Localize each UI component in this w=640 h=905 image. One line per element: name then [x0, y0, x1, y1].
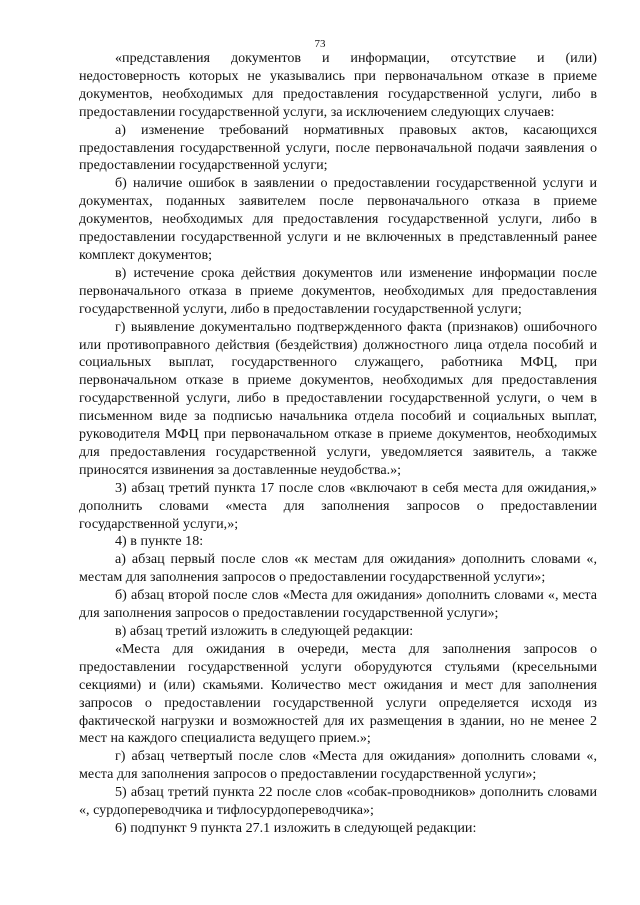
paragraph-case-a: а) изменение требований нормативных правовых актов, касающихся предоставления государственной услуги, после первоначальной подачи заявления о предоставлении государственной услуги; [79, 121, 597, 174]
paragraph-case-v: в) истечение срока действия документов или изменение информации после первоначального отказа в приеме документов, необходимых для предоставления государственной услуги, либо в предоставлении государственной услуги; [79, 264, 597, 317]
paragraph-item-4g: г) абзац четвертый после слов «Места для ожидания» дополнить словами «, места для заполнения запросов о предоставлении государственной услуги»; [79, 748, 597, 783]
paragraph-case-g: г) выявление документально подтвержденного факта (признаков) ошибочного или противоправного действия (бездействия) должностного лица отдела пособий и социальных выплат, государственного служащего, работника МФЦ, при первоначальном отказе в приеме документов, необходимых для предоставления государственной услуги, либо в предоставлении государственной услуги, о чем в письменном виде за подписью начальника отдела пособий и социальных выплат, руководителя МФЦ при первоначальном отказе в приеме документов, необходимых для предоставления государственной услуги, уведомляется заявитель, а также приносятся извинения за доставленные неудобства.»; [79, 318, 597, 478]
paragraph-item-4v: в) абзац третий изложить в следующей редакции: [115, 623, 414, 639]
paragraph-item-5: 5) абзац третий пункта 22 после слов «собак-проводников» дополнить словами «, сурдопереводчика и тифлосурдопереводчика»; [79, 784, 597, 819]
document-body [79, 50, 597, 838]
paragraph-item-6: 6) подпункт 9 пункта 27.1 изложить в следующей редакции: [115, 819, 477, 836]
paragraph-item-4b: б) абзац второй после слов «Места для ожидания» дополнить словами «, места для заполнения запросов о предоставлении государственной услуги»; [79, 587, 597, 622]
page-number: 73 [314, 38, 326, 50]
paragraph-new-wording: «Места для ожидания в очереди, места для заполнения запросов о предоставлении государственной услуги оборудуются стульями (кресельными секциями) и (или) скамьями. Количество мест ожидания и мест для заполнения запросов о предоставлении государственной услуги определяется исходя из фактической нагрузки и возможностей для их размещения в здании, но не менее 2 мест на каждого специалиста ведущего прием.»; [79, 640, 597, 747]
paragraph-item-4: 4) в пункте 18: [115, 533, 204, 550]
paragraph-item-4a: а) абзац первый после слов «к местам для ожидания» дополнить словами «, местам для заполнения запросов о предоставлении государственной услуги»; [79, 551, 597, 586]
paragraph-case-b: б) наличие ошибок в заявлении о предоставлении государственной услуги и документах, поданных заявителем после первоначального отказа в приеме документов, необходимых для предоставления государственной услуги, либо в предоставлении государственной услуги и не включенных в представленный ранее комплект документов; [79, 175, 597, 263]
paragraph-intro-quote: «представления документов и информации, отсутствие и (или) недостоверность которых не указывались при первоначальном отказе в приеме документов, необходимых для предоставления государственной услуги, либо в предоставлении государственной услуги, за исключением следующих случаев: [79, 50, 597, 120]
paragraph-item-3: 3) абзац третий пункта 17 после слов «включают в себя места для ожидания,» дополнить словами «места для заполнения запросов о предоставлении государственной услуги,»; [79, 479, 597, 532]
